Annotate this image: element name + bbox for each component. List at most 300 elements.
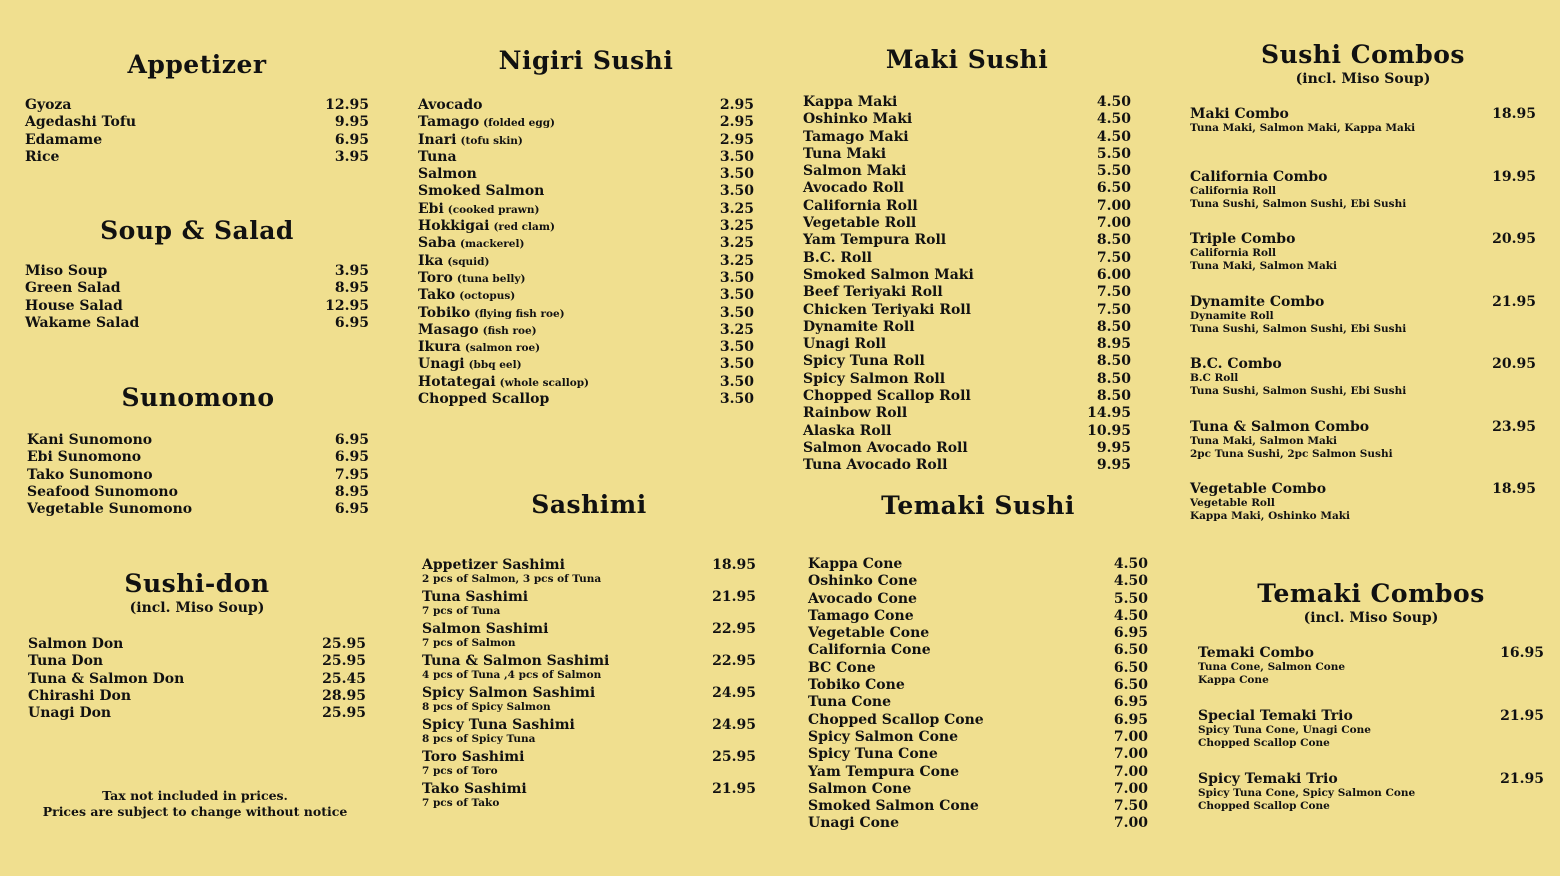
item-price: 9.95 — [334, 114, 369, 131]
item-note: (tofu skin) — [460, 134, 523, 147]
menu-item — [418, 253, 754, 270]
item-name: Ebi Sunomono — [27, 449, 142, 466]
menu-item — [803, 232, 1131, 249]
item-label — [28, 671, 184, 688]
menu-item — [803, 319, 1131, 336]
item-price: 3.50 — [719, 339, 754, 356]
menu-item — [25, 298, 369, 315]
item-price: 7.95 — [334, 466, 369, 483]
item-name: Hokkigai — [418, 218, 490, 235]
combo-item — [1190, 356, 1536, 419]
item-name: Miso Soup — [25, 263, 108, 279]
item-name: Salmon Avocado Roll — [803, 439, 968, 456]
menu-item — [418, 183, 754, 200]
item-price: 4.50 — [1096, 128, 1131, 145]
item-name: Avocado Cone — [808, 590, 917, 607]
item-price: 8.50 — [1096, 370, 1131, 387]
item-label — [27, 484, 178, 501]
nigiri-list — [418, 97, 754, 408]
item-name: Tamago Maki — [803, 128, 909, 145]
menu-item — [27, 432, 369, 449]
item-desc: Vegetable Roll — [1190, 497, 1275, 509]
item-label — [803, 457, 947, 474]
combo-item — [1190, 106, 1536, 169]
menu-item — [808, 573, 1148, 590]
menu-item — [418, 322, 754, 339]
menu-item — [803, 163, 1131, 180]
item-label — [418, 322, 537, 340]
item-note: (tuna belly) — [456, 272, 526, 285]
menu-item — [418, 356, 754, 373]
section-title: Maki Sushi — [885, 45, 1049, 74]
item-label — [808, 729, 958, 746]
item-price: 12.95 — [325, 97, 369, 113]
item-price: 7.00 — [1096, 215, 1131, 232]
menu-item — [808, 608, 1148, 625]
item-desc: Tuna Maki, Salmon Maki, Kappa Maki — [1190, 122, 1416, 134]
item-name: Spicy Salmon Cone — [808, 728, 959, 745]
item-label — [803, 198, 918, 215]
item-label — [418, 253, 489, 271]
item-label — [808, 798, 979, 815]
menu-item — [803, 111, 1131, 128]
temaki-combos-list — [1198, 645, 1544, 834]
item-note: (bbq eel) — [468, 359, 522, 372]
item-label — [418, 305, 565, 323]
item-label — [422, 781, 527, 813]
section-title: Nigiri Sushi — [498, 46, 674, 75]
item-name: Chopped Scallop — [418, 391, 550, 408]
menu-item — [808, 591, 1148, 608]
temaki-combos-section — [1198, 579, 1544, 812]
item-label — [25, 315, 139, 332]
item-name: Beef Teriyaki Roll — [803, 284, 943, 301]
combo-item — [1190, 481, 1536, 544]
item-note: (salmon roe) — [464, 342, 541, 355]
menu-item — [28, 705, 366, 722]
item-label — [803, 146, 886, 163]
section-subtitle: (incl. Miso Soup) — [129, 600, 265, 616]
item-name: Spicy Salmon Roll — [803, 370, 946, 387]
soup-salad-section — [25, 216, 369, 331]
item-price: 22.95 — [712, 653, 756, 669]
section-title: Appetizer — [127, 50, 267, 79]
item-label — [803, 129, 909, 146]
item-label — [803, 111, 912, 128]
menu-item — [808, 694, 1148, 711]
menu-item — [27, 449, 369, 466]
item-name: Maki Combo — [1190, 106, 1289, 122]
item-name: Yam Tempura Cone — [808, 763, 960, 780]
item-label — [808, 694, 891, 711]
item-price: 19.95 — [1492, 168, 1536, 185]
item-label — [1198, 708, 1371, 771]
item-label — [422, 717, 575, 749]
item-label — [422, 685, 595, 717]
item-name: Unagi Don — [28, 705, 112, 722]
item-price: 3.95 — [334, 263, 369, 279]
item-name: Spicy Salmon Sashimi — [422, 685, 596, 701]
item-price: 18.95 — [712, 557, 756, 573]
item-label — [418, 270, 526, 288]
item-label — [25, 149, 59, 166]
item-name: Gyoza — [25, 97, 72, 113]
item-name: Green Salad — [25, 280, 121, 297]
sashimi-item — [422, 557, 756, 589]
item-desc: Dynamite Roll — [1190, 309, 1274, 322]
item-label — [1190, 106, 1415, 169]
item-price: 14.95 — [1087, 405, 1131, 422]
item-label — [808, 660, 876, 677]
item-name: Chopped Scallop Cone — [808, 711, 984, 728]
item-name: Special Temaki Trio — [1198, 708, 1353, 724]
item-label — [808, 781, 911, 798]
item-name: Kani Sunomono — [27, 432, 153, 448]
item-name: Salmon Maki — [803, 163, 907, 180]
sushi-combos-list — [1190, 106, 1536, 544]
item-label — [25, 280, 121, 297]
item-name: Chicken Teriyaki Roll — [803, 301, 971, 318]
item-label — [803, 180, 904, 197]
item-price: 21.95 — [1500, 771, 1544, 787]
item-name: Tuna & Salmon Don — [28, 670, 185, 687]
item-label — [803, 440, 968, 457]
combo-item — [1190, 294, 1536, 357]
item-label — [803, 405, 907, 422]
combo-item — [1190, 231, 1536, 294]
item-label — [422, 557, 601, 589]
item-name: Spicy Tuna Sashimi — [422, 717, 575, 733]
item-label — [418, 356, 522, 374]
item-label — [803, 423, 891, 440]
menu-item — [803, 371, 1131, 388]
item-price: 7.50 — [1096, 249, 1131, 266]
item-label — [27, 501, 192, 518]
sashimi-section — [422, 490, 756, 809]
item-desc: Kappa Maki, Oshinko Maki — [1190, 510, 1351, 522]
item-price: 8.50 — [1096, 318, 1131, 335]
item-desc: Tuna Cone, Salmon Cone — [1198, 661, 1346, 673]
item-label — [1190, 356, 1406, 419]
item-label — [803, 388, 971, 405]
item-label — [808, 815, 899, 832]
item-name: Tamago — [418, 114, 480, 131]
item-label — [418, 201, 539, 219]
item-name: Wakame Salad — [25, 314, 140, 331]
item-price: 3.50 — [719, 148, 754, 165]
price-change-line: Prices are subject to change without notice — [42, 804, 348, 819]
tax-line: Tax not included in prices. — [102, 788, 288, 803]
item-name: Spicy Temaki Trio — [1198, 771, 1338, 787]
item-price: 6.95 — [334, 432, 369, 448]
menu-item — [25, 149, 369, 166]
item-name: California Cone — [808, 642, 931, 659]
menu-item — [25, 132, 369, 149]
menu-item — [418, 114, 754, 131]
item-desc: 7 pcs of Tako — [422, 797, 500, 809]
item-price: 25.95 — [322, 653, 366, 670]
item-label — [803, 302, 971, 319]
menu-item — [418, 149, 754, 166]
item-price: 3.50 — [719, 391, 754, 408]
menu-item — [27, 501, 369, 518]
item-name: Unagi — [418, 356, 465, 373]
item-desc: 8 pcs of Spicy Salmon — [422, 701, 551, 713]
item-price: 25.45 — [322, 670, 366, 687]
item-price: 7.00 — [1113, 763, 1148, 780]
menu-item — [803, 129, 1131, 146]
item-price: 22.95 — [712, 621, 756, 637]
item-price: 25.95 — [322, 636, 366, 652]
item-name: Tuna & Salmon Combo — [1190, 418, 1370, 435]
item-price: 3.50 — [719, 183, 754, 200]
item-price: 2.95 — [719, 114, 754, 131]
item-label — [1190, 231, 1337, 294]
item-desc: 2pc Tuna Sushi, 2pc Salmon Sushi — [1190, 447, 1393, 460]
menu-item — [808, 660, 1148, 677]
menu-item — [803, 405, 1131, 422]
item-label — [803, 215, 916, 232]
item-label — [1190, 419, 1393, 482]
item-name: Tuna Maki — [803, 145, 887, 162]
menu-item — [803, 284, 1131, 301]
item-price: 2.95 — [719, 97, 754, 113]
item-name: Chopped Scallop Roll — [803, 388, 971, 405]
item-name: Ikura — [418, 339, 461, 356]
item-price: 23.95 — [1492, 418, 1536, 435]
item-name: Tuna Sashimi — [422, 589, 529, 605]
item-price: 3.50 — [719, 373, 754, 390]
menu-item — [808, 764, 1148, 781]
item-desc: Tuna Maki, Salmon Maki — [1190, 434, 1338, 447]
item-label — [28, 688, 131, 705]
item-name: Alaska Roll — [803, 422, 892, 439]
item-name: Seafood Sunomono — [27, 483, 178, 500]
item-name: California Combo — [1190, 168, 1328, 185]
item-name: Smoked Salmon — [418, 183, 545, 200]
item-label — [418, 97, 483, 114]
item-note: (fish roe) — [482, 324, 537, 337]
item-name: Salmon — [418, 166, 477, 183]
section-subtitle: (incl. Miso Soup) — [1295, 71, 1431, 87]
item-label — [25, 263, 107, 280]
menu-item — [803, 423, 1131, 440]
menu-item — [803, 440, 1131, 457]
item-price: 8.50 — [1096, 353, 1131, 370]
item-price: 3.50 — [719, 166, 754, 183]
item-desc: Chopped Scallop Cone — [1198, 737, 1330, 749]
item-label — [808, 591, 917, 608]
item-label — [28, 636, 123, 653]
combo-item — [1198, 645, 1544, 708]
menu-item — [808, 556, 1148, 573]
item-price: 8.95 — [334, 483, 369, 500]
item-price: 21.95 — [712, 589, 756, 605]
item-price: 3.25 — [719, 218, 754, 235]
item-name: Tuna — [418, 148, 457, 165]
item-label — [25, 114, 136, 131]
item-label — [27, 432, 152, 449]
menu-item — [803, 353, 1131, 370]
item-name: Toro Sashimi — [422, 749, 525, 765]
item-label — [808, 764, 959, 781]
item-name: Edamame — [25, 131, 103, 148]
item-name: California Roll — [803, 197, 918, 214]
item-label — [418, 235, 524, 253]
item-label — [418, 374, 589, 392]
item-label — [803, 336, 886, 353]
item-label — [803, 163, 906, 180]
item-label — [418, 391, 549, 408]
combo-item — [1198, 771, 1544, 834]
sushi-don-list — [28, 636, 366, 722]
menu-item — [418, 391, 754, 408]
menu-item — [803, 457, 1131, 474]
item-desc: Tuna Sushi, Salmon Sushi, Ebi Sushi — [1190, 322, 1407, 335]
item-price: 28.95 — [322, 687, 366, 704]
item-note: (cooked prawn) — [447, 203, 540, 216]
sunomono-section — [27, 383, 369, 518]
item-name: Tobiko — [418, 304, 471, 321]
item-price: 3.95 — [334, 148, 369, 165]
item-price: 6.50 — [1113, 642, 1148, 659]
maki-section — [803, 45, 1131, 474]
section-title: Temaki Combos — [1257, 579, 1485, 608]
item-price: 25.95 — [322, 705, 366, 722]
item-name: Avocado Roll — [803, 180, 904, 197]
menu-item — [418, 339, 754, 356]
item-price: 24.95 — [712, 685, 756, 701]
item-label — [808, 573, 917, 590]
nigiri-section — [418, 46, 754, 408]
combo-item — [1190, 169, 1536, 232]
item-name: Tuna Avocado Roll — [803, 457, 948, 474]
item-name: Smoked Salmon Cone — [808, 798, 979, 815]
item-price: 7.00 — [1113, 815, 1148, 832]
sashimi-item — [422, 781, 756, 813]
item-name: Salmon Sashimi — [422, 621, 549, 637]
menu-item — [418, 97, 754, 114]
item-label — [803, 267, 974, 284]
item-label — [418, 218, 555, 236]
item-name: Kappa Cone — [808, 556, 903, 572]
item-label — [27, 467, 153, 484]
menu-item — [28, 636, 366, 653]
menu-item — [418, 270, 754, 287]
menu-item — [418, 132, 754, 149]
section-title: Sunomono — [121, 383, 275, 412]
item-label — [803, 250, 872, 267]
section-subtitle: (incl. Miso Soup) — [1303, 610, 1439, 626]
maki-list — [803, 94, 1131, 475]
item-name: Tuna Cone — [808, 694, 892, 711]
section-title: Sushi-don — [124, 569, 270, 598]
item-price: 7.00 — [1113, 746, 1148, 763]
menu-item — [808, 746, 1148, 763]
item-name: Yam Tempura Roll — [803, 232, 947, 249]
temaki-section — [808, 491, 1148, 832]
item-label — [808, 746, 938, 763]
item-price: 7.00 — [1113, 780, 1148, 797]
item-name: Smoked Salmon Maki — [803, 266, 974, 283]
item-price: 2.95 — [719, 131, 754, 148]
item-name: House Salad — [25, 297, 123, 314]
item-desc: 7 pcs of Tuna — [422, 605, 501, 617]
item-price: 6.50 — [1096, 180, 1131, 197]
menu-item — [418, 305, 754, 322]
item-price: 7.50 — [1113, 798, 1148, 815]
section-title: Sashimi — [531, 490, 647, 519]
item-label — [1190, 481, 1350, 544]
menu-item — [25, 280, 369, 297]
sashimi-item — [422, 749, 756, 781]
temaki-list — [808, 556, 1148, 833]
item-desc: Tuna Sushi, Salmon Sushi, Ebi Sushi — [1190, 385, 1407, 397]
item-name: Tobiko Cone — [808, 677, 905, 694]
item-name: B.C. Combo — [1190, 356, 1282, 372]
menu-item — [803, 215, 1131, 232]
item-name: Vegetable Roll — [803, 215, 917, 232]
item-label — [803, 319, 915, 336]
combo-item — [1198, 708, 1544, 771]
menu-item — [25, 263, 369, 280]
item-name: Ebi — [418, 200, 444, 217]
item-price: 7.50 — [1096, 284, 1131, 301]
item-label — [803, 371, 945, 388]
item-name: Rainbow Roll — [803, 405, 908, 422]
item-label — [418, 132, 523, 150]
item-name: Masago — [418, 321, 479, 338]
tax-note — [20, 788, 370, 820]
menu-item — [27, 484, 369, 501]
menu-item — [803, 198, 1131, 215]
sashimi-item — [422, 653, 756, 685]
item-label — [803, 94, 897, 111]
item-name: Agedashi Tofu — [25, 114, 137, 131]
item-price: 16.95 — [1500, 645, 1544, 661]
item-label — [808, 677, 905, 694]
item-name: Saba — [418, 235, 457, 252]
item-price: 21.95 — [1492, 293, 1536, 310]
item-desc: Tuna Maki, Salmon Maki — [1190, 260, 1338, 272]
menu-item — [418, 235, 754, 252]
item-name: Vegetable Sunomono — [27, 501, 193, 518]
item-label — [422, 621, 548, 653]
item-price: 9.95 — [1096, 439, 1131, 456]
item-note: (octopus) — [459, 290, 516, 303]
item-price: 18.95 — [1492, 106, 1536, 122]
item-desc: Spicy Tuna Cone, Spicy Salmon Cone — [1198, 787, 1416, 799]
item-label — [418, 166, 477, 183]
item-label — [808, 642, 931, 659]
menu-item — [27, 467, 369, 484]
item-price: 6.95 — [334, 131, 369, 148]
item-price: 3.50 — [719, 269, 754, 286]
menu-item — [803, 267, 1131, 284]
item-price: 6.50 — [1113, 659, 1148, 676]
item-name: BC Cone — [808, 659, 876, 676]
item-name: Vegetable Cone — [808, 625, 930, 642]
menu-item — [28, 671, 366, 688]
item-name: Tako Sunomono — [27, 466, 153, 483]
sashimi-item — [422, 717, 756, 749]
item-desc: 4 pcs of Tuna ,4 pcs of Salmon — [422, 669, 602, 681]
item-note: (whole scallop) — [499, 376, 590, 389]
item-price: 20.95 — [1492, 356, 1536, 372]
menu-item — [25, 315, 369, 332]
menu-item — [418, 201, 754, 218]
item-desc: California Roll — [1190, 247, 1276, 259]
